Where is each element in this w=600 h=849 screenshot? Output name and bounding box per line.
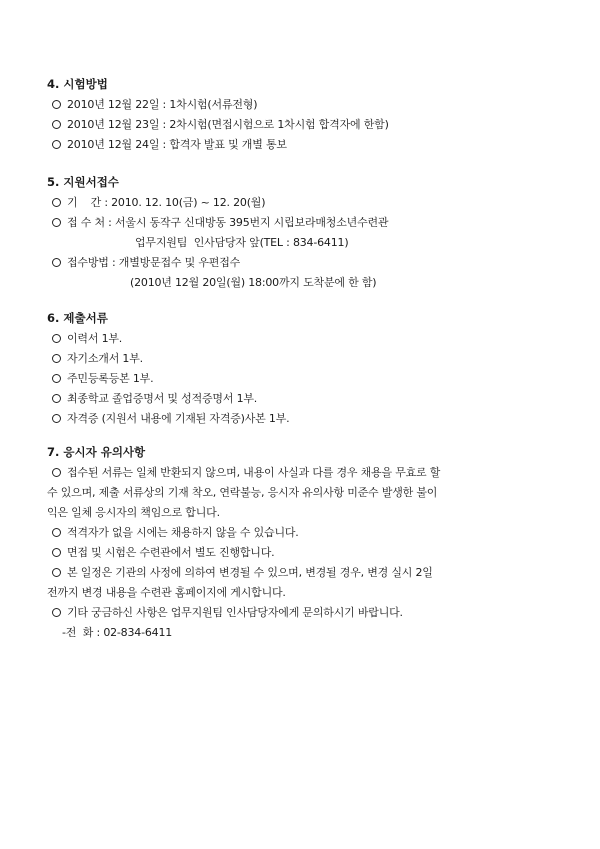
item-text: 2010년 12월 22일 : 1차시험(서류전형) [67, 98, 258, 111]
circle-bullet-icon [52, 394, 61, 403]
list-item [52, 136, 287, 152]
circle-bullet-icon [52, 468, 61, 477]
circle-bullet-icon [52, 528, 61, 537]
item-text: 이력서 1부. [67, 332, 123, 345]
circle-bullet-icon [52, 140, 61, 149]
circle-bullet-icon [52, 374, 61, 383]
circle-bullet-icon [52, 198, 61, 207]
list-item [52, 214, 388, 230]
item-text: 최종학교 졸업증명서 및 성적증명서 1부. [67, 392, 258, 405]
paragraph-line: 수 있으며, 제출 서류상의 기재 착오, 연락불능, 응시자 유의사항 미준수 발생한 불이 [47, 486, 438, 499]
list-item [52, 370, 153, 386]
list-item [52, 390, 257, 406]
circle-bullet-icon [52, 218, 61, 227]
list-item [52, 96, 257, 112]
para-text: 본 일정은 기관의 사정에 의하여 변경될 수 있으며, 변경될 경우, 변경 실시 2일 [67, 566, 433, 579]
paragraph-line [52, 464, 440, 480]
item-text: 접수방법 : 개별방문접수 및 우편접수 [67, 256, 241, 269]
circle-bullet-icon [52, 548, 61, 557]
item-text: 기 간 : 2010. 12. 10(금) ~ 12. 20(월) [67, 196, 266, 209]
item-text: 자격증 (지원서 내용에 기재된 자격증)사본 1부. [67, 412, 290, 425]
section-7-title: 7. 응시자 유의사항 [47, 445, 146, 459]
list-item [52, 116, 389, 132]
paragraph-line: 전까지 변경 내용을 수련관 홈페이지에 게시합니다. [47, 586, 286, 599]
continuation-text: 업무지원팀 인사담당자 앞(TEL : 834-6411) [135, 236, 349, 249]
list-item [52, 350, 143, 366]
phone-line: -전 화 : 02-834-6411 [62, 626, 173, 639]
circle-bullet-icon [52, 354, 61, 363]
item-text: 기타 궁금하신 사항은 업무지원팀 인사담당자에게 문의하시기 바랍니다. [67, 606, 403, 619]
circle-bullet-icon [52, 608, 61, 617]
item-text: 주민등록등본 1부. [67, 372, 154, 385]
item-text: 자기소개서 1부. [67, 352, 143, 365]
list-item [52, 604, 403, 620]
paragraph-line [52, 564, 433, 580]
circle-bullet-icon [52, 120, 61, 129]
section-4-title: 4. 시험방법 [47, 77, 108, 91]
circle-bullet-icon [52, 414, 61, 423]
list-item [52, 330, 122, 346]
section-5-title: 5. 지원서접수 [47, 175, 119, 189]
continuation-text: (2010년 12월 20일(월) 18:00까지 도착분에 한 함) [130, 276, 377, 289]
circle-bullet-icon [52, 334, 61, 343]
list-item [52, 254, 240, 270]
para-text: 접수된 서류는 일체 반환되지 않으며, 내용이 사실과 다를 경우 채용을 무효로 할 [67, 466, 441, 479]
list-item [52, 194, 265, 210]
circle-bullet-icon [52, 568, 61, 577]
item-text: 적격자가 없을 시에는 채용하지 않을 수 있습니다. [67, 526, 299, 539]
paragraph-line: 익은 일체 응시자의 책임으로 합니다. [47, 506, 220, 519]
item-text: 접 수 처 : 서울시 동작구 신대방동 395번지 시립보라매청소년수련관 [67, 216, 389, 229]
list-item [52, 524, 299, 540]
circle-bullet-icon [52, 100, 61, 109]
circle-bullet-icon [52, 258, 61, 267]
item-text: 2010년 12월 23일 : 2차시험(면접시험으로 1차시험 합격자에 한함) [67, 118, 389, 131]
list-item [52, 544, 274, 560]
item-text: 면접 및 시험은 수련관에서 별도 진행합니다. [67, 546, 275, 559]
list-item [52, 410, 289, 426]
section-6-title: 6. 제출서류 [47, 311, 108, 325]
item-text: 2010년 12월 24일 : 합격자 발표 및 개별 통보 [67, 138, 287, 151]
